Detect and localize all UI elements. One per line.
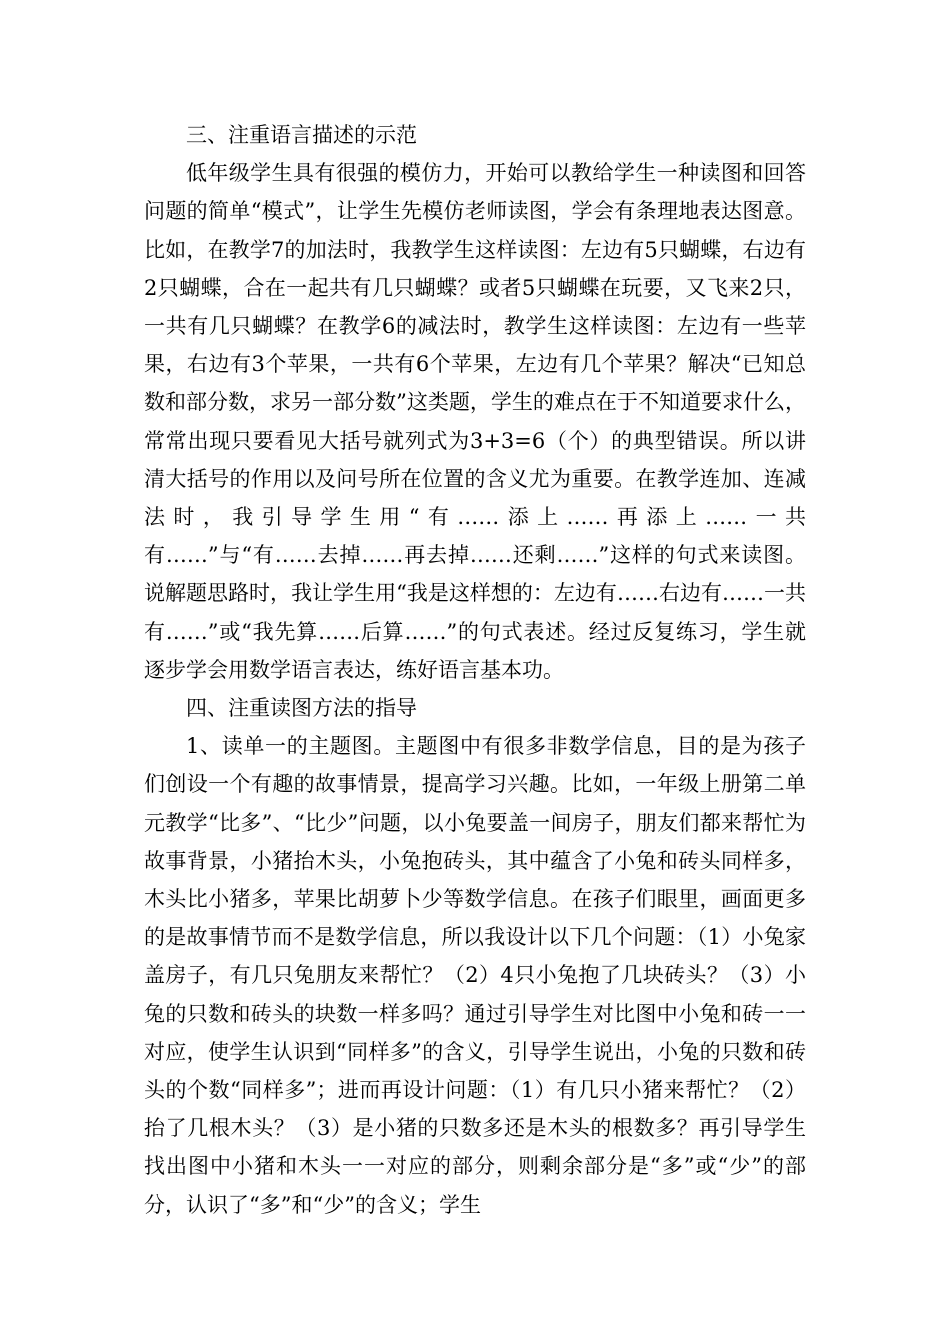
section-heading: 三、注重语言描述的示范 bbox=[186, 123, 417, 147]
document-page bbox=[144, 116, 806, 1224]
body-paragraph: 低年级学生具有很强的模仿力，开始可以教给学生一种读图和回答问题的简单“模式”，让学生先模仿老师读图，学会有条理地表达图意。比如，在教学7的加法时，我教学生这样读图：左边有5只蝴蝶，右边有2只蝴蝶，合在一起共有几只蝴蝶？或者5只蝴蝶在玩要，又飞来2只，一共有几只蝴蝶？在教学6的减法时，教学生这样读图：左边有一些苹果，右边有3个苹果，一共有6个苹果，左边有几个苹果？解决“已知总数和部分数，求另一部分数”这类题，学生的难点在于不知道要求什么，常常出现只要看见大括号就列式为3+3=6（个）的典型错误。所以讲清大括号的作用以及问号所在位置的含义尤为重要。在教学连加、连减法时，我引导学生用“有……添上……再添上……一共有……”与“有……去掉……再去掉……还剩……”这样的句式来读图。说解题思路时，我让学生用“我是这样想的：左边有……右边有……一共有……”或“我先算……后算……”的句式表述。经过反复练习，学生就逐步学会用数学语言表达，练好语言基本功。 bbox=[144, 161, 806, 682]
section-heading: 四、注重读图方法的指导 bbox=[186, 696, 417, 721]
body-paragraph: 1、读单一的主题图。主题图中有很多非数学信息，目的是为孩子们创设一个有趣的故事情景，提高学习兴趣。比如，一年级上册第二单元教学“比多”、“比少”问题，以小兔要盖一间房子，朋友们都来帮忙为故事背景，小猪抬木头，小兔抱砖头，其中蕴含了小兔和砖头同样多，木头比小猪多，苹果比胡萝卜少等数学信息。在孩子们眼里，画面更多的是故事情节而不是数学信息，所以我设计以下几个问题：（1）小兔家盖房子，有几只兔朋友来帮忙？（2）4只小兔抱了几块砖头？（3）小兔的只数和砖头的块数一样多吗？通过引导学生对比图中小兔和砖一一对应，使学生认识到“同样多”的含义，引导学生说出，小兔的只数和砖头的个数“同样多”；进而再设计问题：（1）有几只小猪来帮忙？（2）抬了几根木头？（3）是小猪的只数多还是木头的根数多？再引导学生找出图中小猪和木头一一对应的部分，则剩余部分是“多”或“少”的部分，认识了“多”和“少”的含义；学生 bbox=[144, 734, 806, 1217]
